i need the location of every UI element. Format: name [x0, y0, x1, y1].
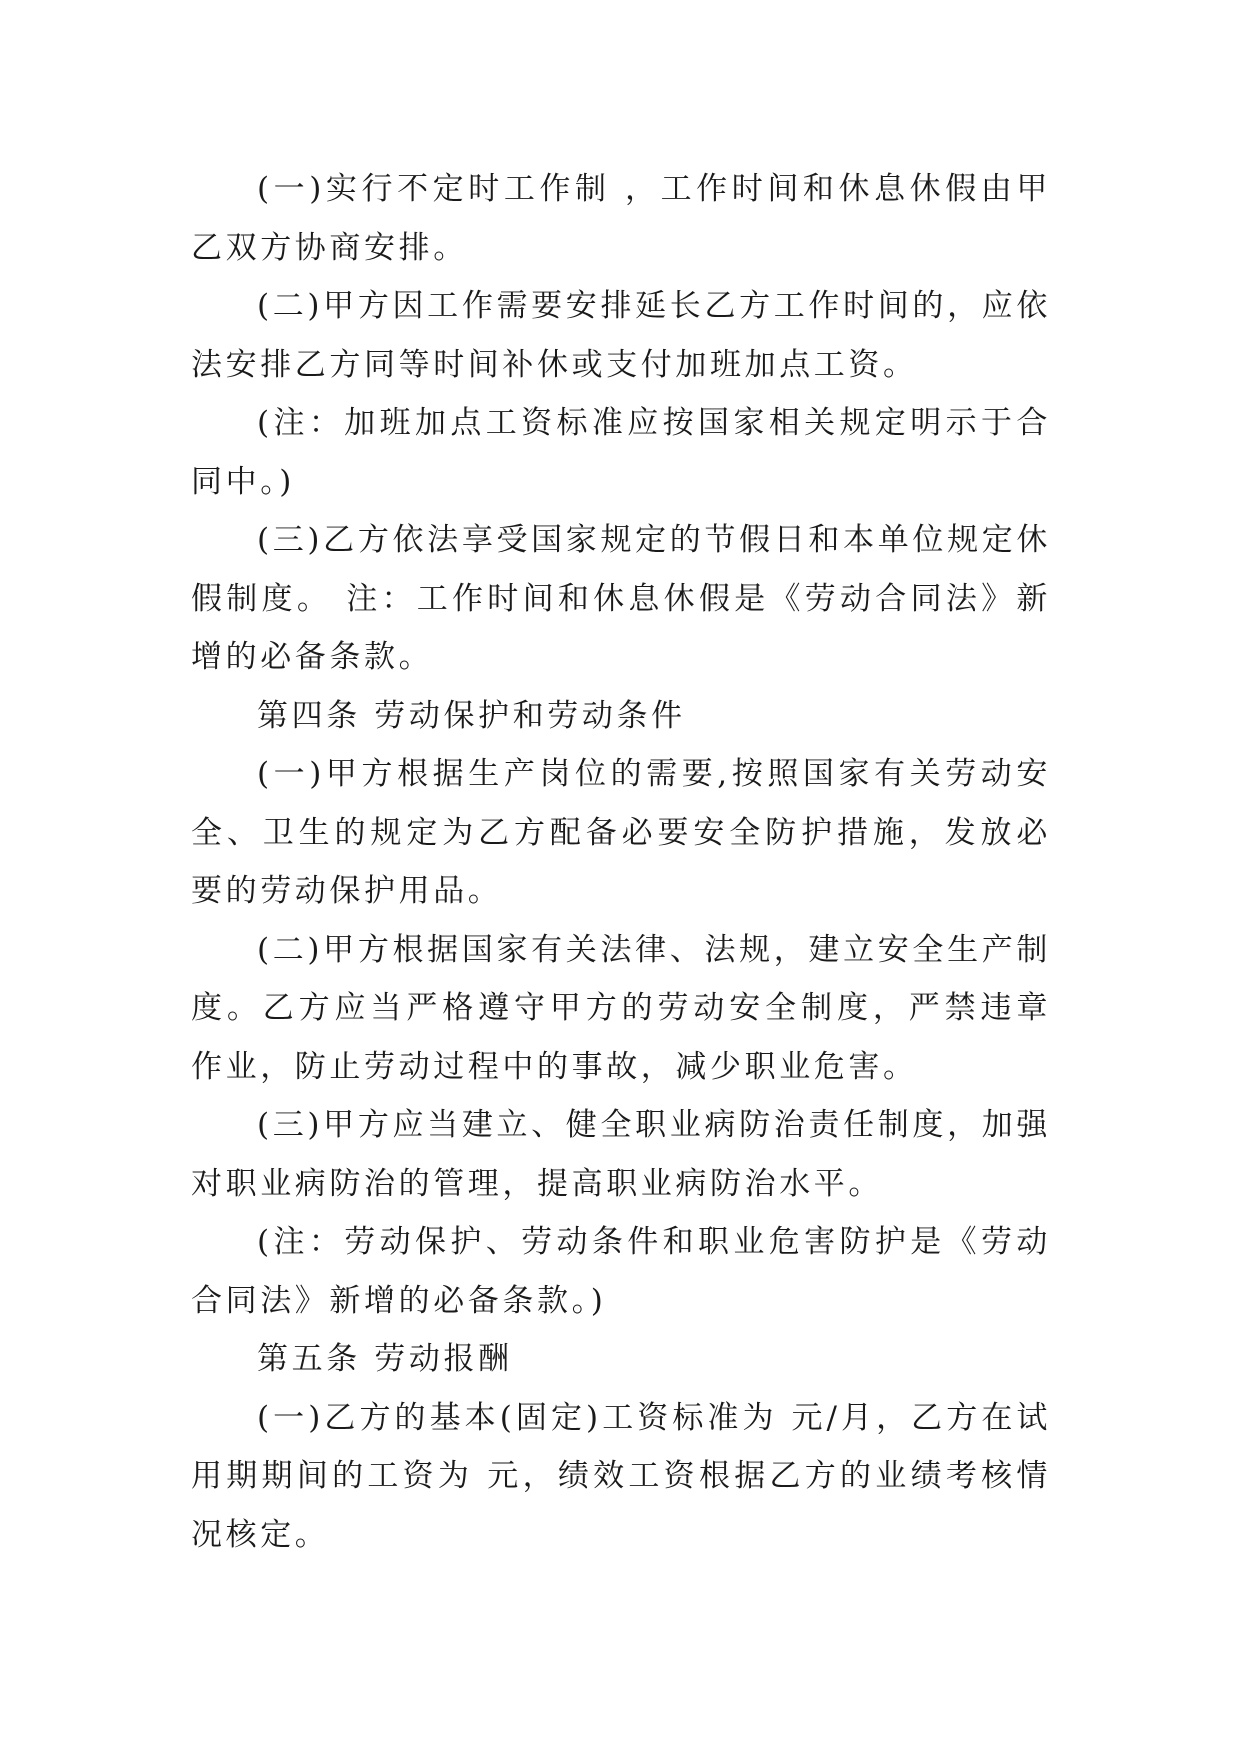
paragraph-protection-1: (一)甲方根据生产岗位的需要,按照国家有关劳动安全、卫生的规定为乙方配备必要安全防护措施，发放必要的劳动保护用品。 — [191, 756, 1051, 909]
paragraph-protection-2: (二)甲方根据国家有关法律、法规，建立安全生产制度。乙方应当严格遵守甲方的劳动安全制度，严禁违章作业，防止劳动过程中的事故，减少职业危害。 — [191, 931, 1051, 1085]
paragraph-remuneration-1: (一)乙方的基本(固定)工资标准为 元/月，乙方在试用期期间的工资为 元，绩效工资根据乙方的业绩考核情况核定。 — [191, 1399, 1051, 1553]
heading-article-4: 第四条 劳动保护和劳动条件 — [257, 697, 686, 734]
paragraph-protection-3: (三)甲方应当建立、健全职业病防治责任制度，加强对职业病防治的管理，提高职业病防治水平。 — [191, 1107, 1051, 1202]
paragraph-overtime-note: (注：加班加点工资标准应按国家相关规定明示于合同中。) — [191, 405, 1051, 500]
paragraph-working-hours-2: (二)甲方因工作需要安排延长乙方工作时间的，应依法安排乙方同等时间补休或支付加班加点工资。 — [191, 288, 1051, 383]
heading-article-5: 第五条 劳动报酬 — [257, 1341, 513, 1377]
paragraph-protection-note: (注：劳动保护、劳动条件和职业危害防护是《劳动合同法》新增的必备条款。) — [191, 1224, 1051, 1319]
paragraph-working-hours-1: (一)实行不定时工作制 ，工作时间和休息休假由甲乙双方协商安排。 — [191, 171, 1051, 266]
document-page — [191, 160, 1051, 1564]
paragraph-holidays: (三)乙方依法享受国家规定的节假日和本单位规定休假制度。 注：工作时间和休息休假是《劳动合同法》新增的必备条款。 — [191, 522, 1051, 675]
